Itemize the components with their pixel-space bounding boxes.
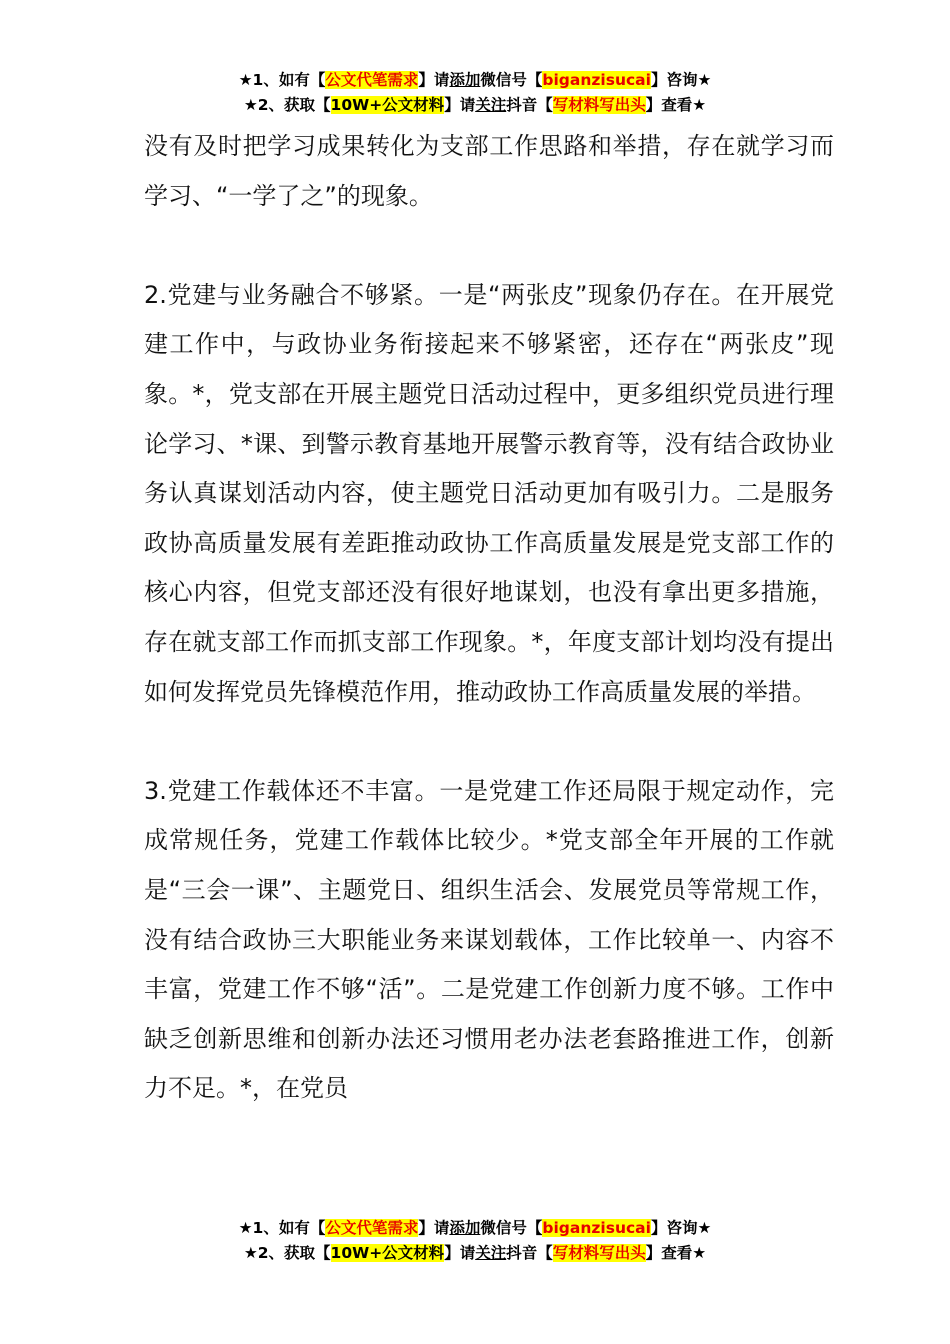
banner-text: 】请 — [444, 1244, 476, 1262]
banner-underlined-text: 关注 — [475, 96, 507, 114]
banner-text: 】查看★ — [645, 96, 707, 114]
banner-text: ★2、获取【 — [243, 96, 331, 114]
banner-text: 】查看★ — [645, 1244, 707, 1262]
banner-highlight: biganzisucai — [542, 1219, 651, 1237]
banner-text: ★2、获取【 — [243, 1244, 331, 1262]
banner-text: ★1、如有【 — [238, 71, 326, 89]
banner-underlined-text: 添加 — [449, 1219, 481, 1237]
banner-text: 抖音【 — [506, 1244, 553, 1262]
banner-text: 】请 — [444, 96, 476, 114]
banner-line-1 — [0, 1216, 950, 1241]
banner-highlight: 公文代笔需求 — [325, 1219, 419, 1237]
banner-highlight: 10W+公文材料 — [330, 1244, 445, 1262]
banner-line-1 — [0, 68, 950, 93]
banner-highlight: 公文代笔需求 — [325, 71, 419, 89]
body-paragraph: 2.党建与业务融合不够紧。一是“两张皮”现象仍存在。在开展党建工作中，与政协业务衔接起来不够紧密，还存在“两张皮”现象。*，党支部在开展主题党日活动过程中，更多组织党员进行理论学习、*课、到警示教育基地开展警示教育等，没有结合政协业务认真谋划活动内容，使主题党日活动更加有吸引力。二是服务政协高质量发展有差距推动政协工作高质量发展是党支部工作的核心内容，但党支部还没有很好地谋划，也没有拿出更多措施，存在就支部工作而抓支部工作现象。*，年度支部计划均没有提出如何发挥党员先锋模范作用，推动政协工作高质量发展的举措。 — [144, 280, 834, 706]
banner-text: 微信号【 — [480, 1219, 543, 1237]
banner-text: 抖音【 — [506, 96, 553, 114]
banner-highlight: 写材料写出头 — [552, 96, 646, 114]
paragraph-gap — [144, 221, 834, 271]
header-banner — [0, 68, 950, 118]
banner-text: 】请 — [418, 71, 450, 89]
banner-highlight: 10W+公文材料 — [330, 96, 445, 114]
body-paragraph: 3.党建工作载体还不丰富。一是党建工作还局限于规定动作，完成常规任务，党建工作载体比较少。*党支部全年开展的工作就是“三会一课”、主题党日、组织生活会、发展党员等常规工作，没有结合政协三大职能业务来谋划载体，工作比较单一、内容不丰富，党建工作不够“活”。二是党建工作创新力度不够。工作中缺乏创新思维和创新办法还习惯用老办法老套路推进工作，创新力不足。*，在党员 — [144, 776, 834, 1103]
paragraph-gap — [144, 717, 834, 767]
banner-underlined-text: 关注 — [475, 1244, 507, 1262]
banner-text: 】咨询★ — [650, 71, 712, 89]
banner-underlined-text: 添加 — [449, 71, 481, 89]
banner-highlight: biganzisucai — [542, 71, 651, 89]
banner-text: 】咨询★ — [650, 1219, 712, 1237]
footer-banner — [0, 1216, 950, 1266]
body-paragraph: 没有及时把学习成果转化为支部工作思路和举措，存在就学习而学习、“一学了之”的现象。 — [144, 132, 834, 210]
banner-text: 微信号【 — [480, 71, 543, 89]
banner-text: 】请 — [418, 1219, 450, 1237]
banner-text: ★1、如有【 — [238, 1219, 326, 1237]
banner-line-2 — [0, 93, 950, 118]
banner-line-2 — [0, 1241, 950, 1266]
banner-highlight: 写材料写出头 — [552, 1244, 646, 1262]
document-body — [144, 122, 834, 1114]
